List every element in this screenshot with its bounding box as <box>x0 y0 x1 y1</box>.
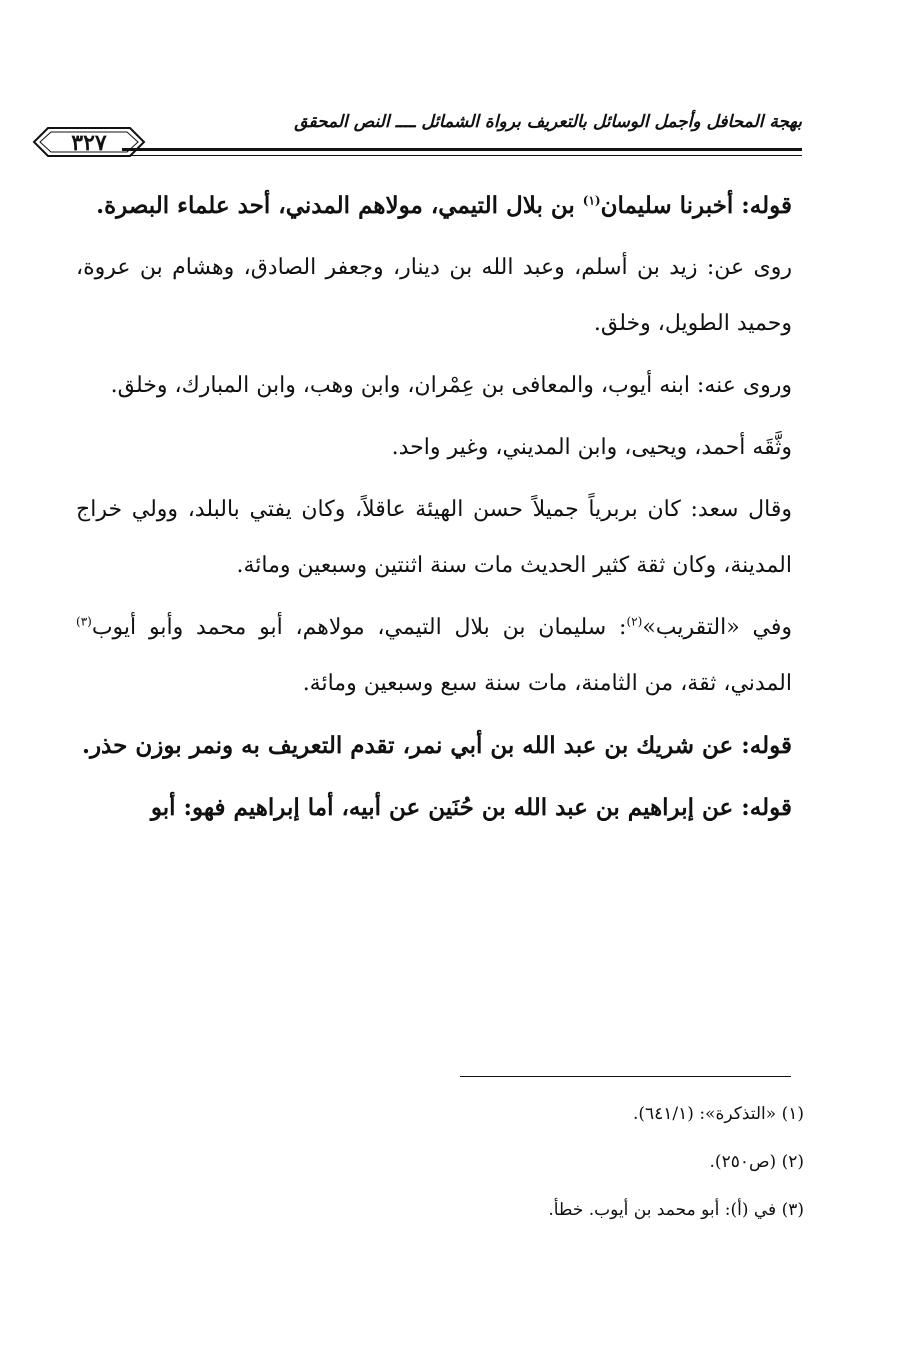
footnote-ref-1: (١) <box>582 193 601 208</box>
footnote-2: (٢) (ص٢٥٠). <box>709 1152 804 1172</box>
footnote-ref-3: (٣) <box>76 614 92 629</box>
p6-part-b: : سليمان بن بلال التيمي، مولاهم، أبو محمد وأبو أيوب <box>91 615 627 640</box>
header-rule <box>122 148 802 151</box>
paragraph-2: روى عن: زيد بن أسلم، وعبد الله بن دينار، وجعفر الصادق، وهشام بن عروة، وحميد الطويل، وخلق. <box>76 255 792 336</box>
footnote-separator <box>460 1076 791 1077</box>
footnote-1: (١) «التذكرة»: (٦٤١/١). <box>632 1104 804 1124</box>
footnote-ref-2: (٢) <box>626 614 643 629</box>
paragraph-3: وروى عنه: ابنه أيوب، والمعافى بن عِمْران، وابن وهب، وابن المبارك، وخلق. <box>110 373 792 398</box>
p6-part-c: المدني، ثقة، من الثامنة، مات سنة سبع وسبعين ومائة. <box>302 671 792 696</box>
footnotes <box>300 1090 804 1234</box>
paragraph-7: قوله: عن شريك بن عبد الله بن أبي نمر، تقدم التعريف به ونمر بوزن حذر. <box>81 732 792 759</box>
p6-part-a: وفي «التقريب» <box>642 615 792 640</box>
p1-text: قوله: أخبرنا سليمان <box>600 192 792 219</box>
main-text <box>76 178 792 842</box>
footnote-3: (٣) في (أ): أبو محمد بن أيوب. خطأ. <box>548 1200 804 1220</box>
paragraph-8: قوله: عن إبراهيم بن عبد الله بن حُنَين عن أبيه، أما إبراهيم فهو: أبو <box>150 794 792 821</box>
running-header <box>30 108 802 164</box>
paragraph-5: وقال سعد: كان بربرياً جميلاً حسن الهيئة عاقلاً، وكان يفتي بالبلد، وولي خراج المدينة، وكان ثقة كثير الحديث مات سنة اثنتين وسبعين ومائة. <box>76 497 792 578</box>
paragraph-4: وثَّقَه أحمد، ويحيى، وابن المديني، وغير واحد. <box>391 435 792 460</box>
header-rule-thin <box>122 155 802 156</box>
p1-rest: بن بلال التيمي، مولاهم المدني، أحد علماء البصرة. <box>96 192 583 219</box>
page-number-badge <box>30 124 148 160</box>
paragraph-6 <box>76 600 792 712</box>
header-title: بهجة المحافل وأجمل الوسائل بالتعريف برواة الشمائل ــــ النص المحقق <box>294 112 802 132</box>
page-number: ٣٢٧ <box>71 130 107 156</box>
paragraph-1 <box>76 178 792 234</box>
